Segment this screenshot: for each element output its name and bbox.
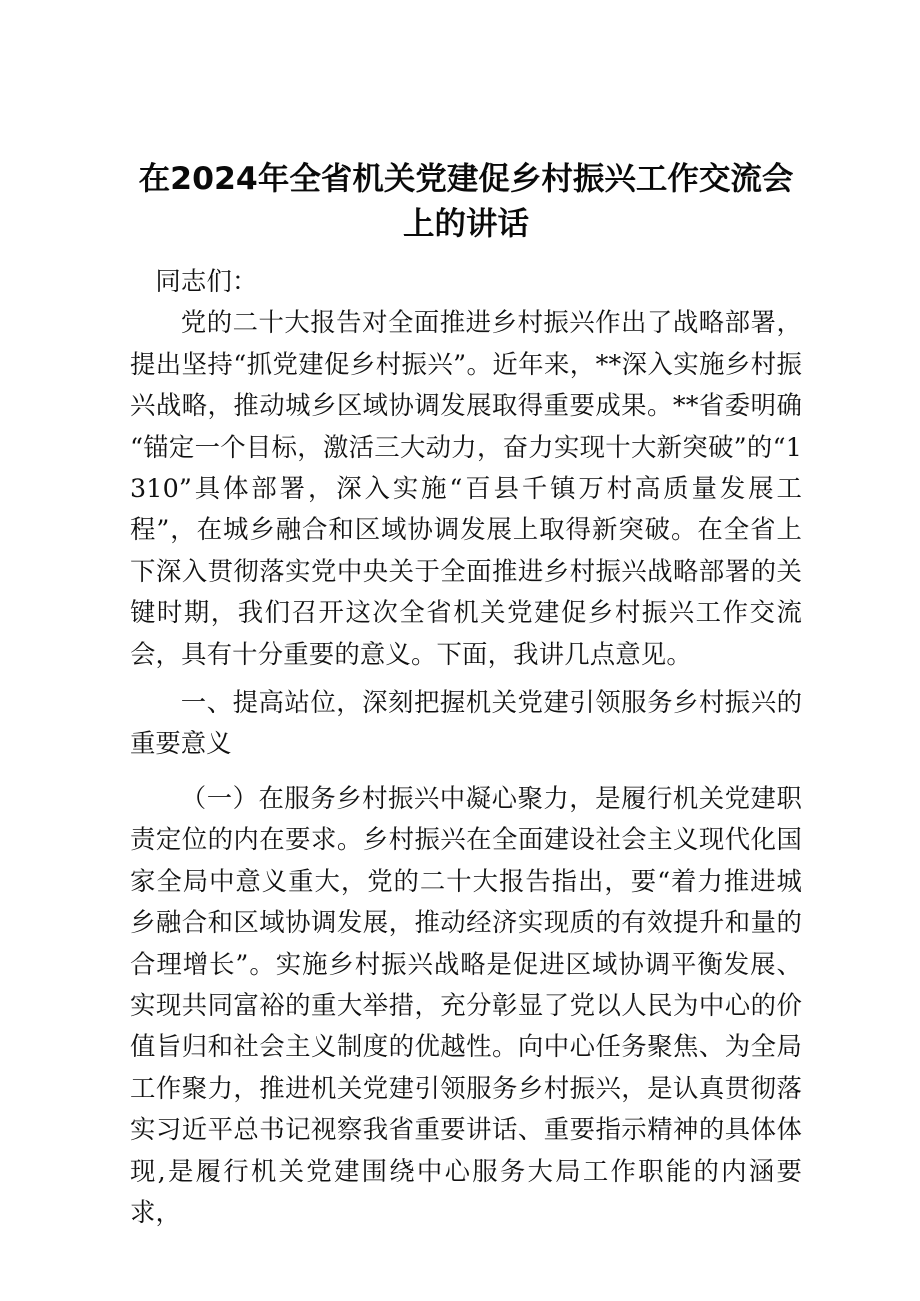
subsection-paragraph-1-1: （一）在服务乡村振兴中凝心聚力，是履行机关党建职责定位的内在要求。乡村振兴在全面建设社会主义现代化国家全局中意义重大，党的二十大报告指出，要“着力推进城乡融合和区域协调发展，推动经济实现质的有效提升和量的合理增长”。实施乡村振兴战略是促进区域协调平衡发展、实现共同富裕的重大举措，充分彰显了党以人民为中心的价值旨归和社会主义制度的优越性。向中心任务聚焦、为全局工作聚力，推进机关党建引领服务乡村振兴，是认真贯彻落实习近平总书记视察我省重要讲话、重要指示精神的具体体现,是履行机关党建围绕中心服务大局工作职能的内涵要求， [130, 782, 802, 1227]
paragraph-gap-2 [130, 765, 802, 778]
page-title-line-1: 在2024年全省机关党建促乡村振兴工作交流会 [138, 161, 794, 197]
document-content-column [130, 0, 802, 1233]
page-title [130, 0, 802, 247]
section-heading-1: 一、提高站位，深刻把握机关党建引领服务乡村振兴的重要意义 [130, 687, 802, 759]
paragraph-opening: 党的二十大报告对全面推进乡村振兴作出了战略部署，提出坚持“抓党建促乡村振兴”。近年来，**深入实施乡村振兴战略，推动城乡区域协调发展取得重要成果。**省委明确“锚定一个目标，激活三大动力，奋力实现十大新突破”的“1310”具体部署，深入实施“百县千镇万村高质量发展工程”，在城乡融合和区域协调发展上取得新突破。在全省上下深入贯彻落实党中央关于全面推进乡村振兴战略部署的关键时期，我们召开这次全省机关党建促乡村振兴工作交流会，具有十分重要的意义。下面，我讲几点意见。 [130, 307, 802, 669]
title-body-gap [130, 247, 802, 261]
paragraph-gap-1 [130, 675, 802, 682]
page-title-line-2: 上的讲话 [402, 206, 529, 242]
salutation-line: 同志们： [155, 266, 258, 296]
